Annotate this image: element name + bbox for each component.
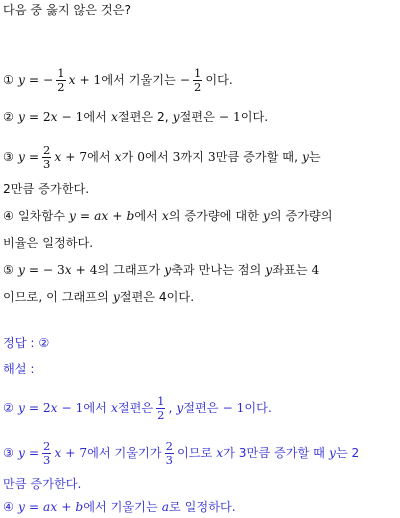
math-var: ax [94,209,109,223]
option-number: ③ [3,150,14,164]
fraction [56,67,65,94]
math-var: y [112,290,120,304]
denominator: 3 [165,452,173,467]
option-5-continuation [3,288,396,306]
option-text: 절편은 [179,110,215,124]
option-text: 좌표는 [272,263,308,277]
math-var: y [172,110,180,124]
math-var: x [110,110,118,124]
option-3-continuation [3,180,396,198]
math-var: b [126,209,135,223]
option-number: ① [3,73,14,87]
option-number: ② [3,110,14,124]
math-var: y [17,150,25,164]
explanation-text: 절편은 [117,401,154,415]
explanation-text: , [168,401,173,415]
explanation-4 [3,498,396,516]
answer-label [3,334,396,352]
option-text: 에서 [83,110,107,124]
math-var: x [64,263,72,277]
explanation-text: 에서 기울기는 [83,500,158,514]
option-text: 는 [308,150,321,164]
option-1 [3,66,396,94]
option-4-continuation [3,234,396,252]
math-var: ax [43,500,58,514]
math-var: x [114,150,122,164]
option-text: 까지 [180,150,204,164]
option-text: 에서 기울기는 [101,73,176,87]
math-var: y [69,209,76,223]
option-4 [3,207,396,225]
answer-text: 정답 : ② [3,336,50,350]
math-var: x [110,401,118,415]
option-text: 만큼 증가할 때, [215,150,298,164]
explanation-text: 는 2 [335,446,360,460]
math-plus: + [112,209,123,223]
numerator: 1 [57,65,65,80]
explanation-text: 로 일정하다. [169,500,236,514]
math-var: x [161,209,169,223]
explanation-3 [3,438,396,468]
denominator: 2 [194,79,202,94]
option-text: 이므로, 이 그래프의 [3,290,109,304]
explanation-text: 해설 : [3,362,35,376]
option-text: 비율은 일정하다. [3,236,94,250]
explanation-text: 이므로 [176,446,213,460]
math-num: 4 [311,263,320,277]
question-title [3,1,396,19]
math-eq: = [28,150,40,164]
option-text: 이다. [240,110,269,124]
math-plus: + [61,500,72,514]
option-text: 이다. [205,73,233,87]
math-var: y [17,500,25,514]
math-term: − 1 [61,110,84,124]
explanation-2 [3,393,396,423]
question-title-text: 다음 중 옳지 않은 것은? [3,3,131,17]
math-var: b [75,500,84,514]
numerator: 1 [194,65,202,80]
numerator: 2 [165,438,173,453]
math-num: 3 [207,150,216,164]
math-term: + 4 [75,263,98,277]
math-var: y [17,110,25,124]
math-eq: = [28,446,40,460]
option-text: 축과 만나는 점의 [171,263,262,277]
option-number: ③ [3,446,14,460]
explanation-text: 만큼 증가한다. [3,477,82,491]
option-text: 에서 [87,150,111,164]
option-number: ⑤ [3,263,14,277]
math-var: y [262,209,270,223]
denominator: 3 [43,156,51,171]
math-var: y [328,446,336,460]
math-var: x [54,150,62,164]
math-term: + 1 [79,73,102,87]
fraction [156,395,165,422]
option-text: 절편은 4이다. [119,290,195,304]
numerator: 2 [43,142,51,157]
math-minus: − [43,73,54,87]
option-text: 가 [121,150,134,164]
math-var: y [164,263,172,277]
math-term: − 1 [218,110,241,124]
explanation-text: 에서 기울기가 [87,446,162,460]
option-number: ② [3,401,14,415]
math-var: y [17,73,25,87]
math-var: y [265,263,273,277]
math-term: − 1 [61,401,84,415]
math-num: 3 [172,150,181,164]
math-var: a [161,500,170,514]
option-text: 절편은 2, [117,110,169,124]
math-eq: = − 3 [28,263,65,277]
denominator: 2 [57,79,65,94]
fraction [42,440,51,467]
math-term: − 1 [222,401,245,415]
math-eq: = 2 [28,401,51,415]
option-text: 의 증가량의 [269,209,333,223]
option-text: 의 그래프가 [97,263,161,277]
math-var: x [216,446,224,460]
math-var: y [176,401,184,415]
math-var: x [68,73,76,87]
explanation-text: 절편은 [183,401,219,415]
option-text: 에서 [145,150,169,164]
math-var: x [50,110,58,124]
option-3 [3,142,396,172]
math-var: y [17,446,25,460]
math-var: y [301,150,309,164]
fraction [42,144,51,171]
fraction [193,67,202,94]
option-text: 일차함수 [17,209,66,223]
math-term: + 7 [65,150,88,164]
math-num: 0 [137,150,146,164]
explanation-text: 에서 [83,401,107,415]
option-5 [3,261,396,279]
denominator: 3 [43,452,51,467]
math-term: + 7 [65,446,88,460]
math-eq: = [79,209,91,223]
explanation-3-continuation [3,475,396,493]
numerator: 1 [157,393,165,408]
math-eq: = [28,73,40,87]
explanation-label [3,360,396,378]
option-2 [3,108,396,126]
option-number: ④ [3,209,14,223]
option-text: 의 증가량에 대한 [168,209,259,223]
math-var: y [17,263,25,277]
math-eq: = [28,500,40,514]
numerator: 2 [43,438,51,453]
math-var: y [17,401,25,415]
option-text: 에서 [134,209,158,223]
math-minus: − [179,73,191,87]
math-var: x [54,446,62,460]
math-eq: = 2 [28,110,51,124]
denominator: 2 [157,407,165,422]
explanation-text: 가 3만큼 증가할 때 [223,446,325,460]
math-var: x [50,401,58,415]
fraction [165,440,174,467]
option-text: 2만큼 증가한다. [3,182,90,196]
explanation-text: 이다. [244,401,272,415]
option-number: ④ [3,500,14,514]
